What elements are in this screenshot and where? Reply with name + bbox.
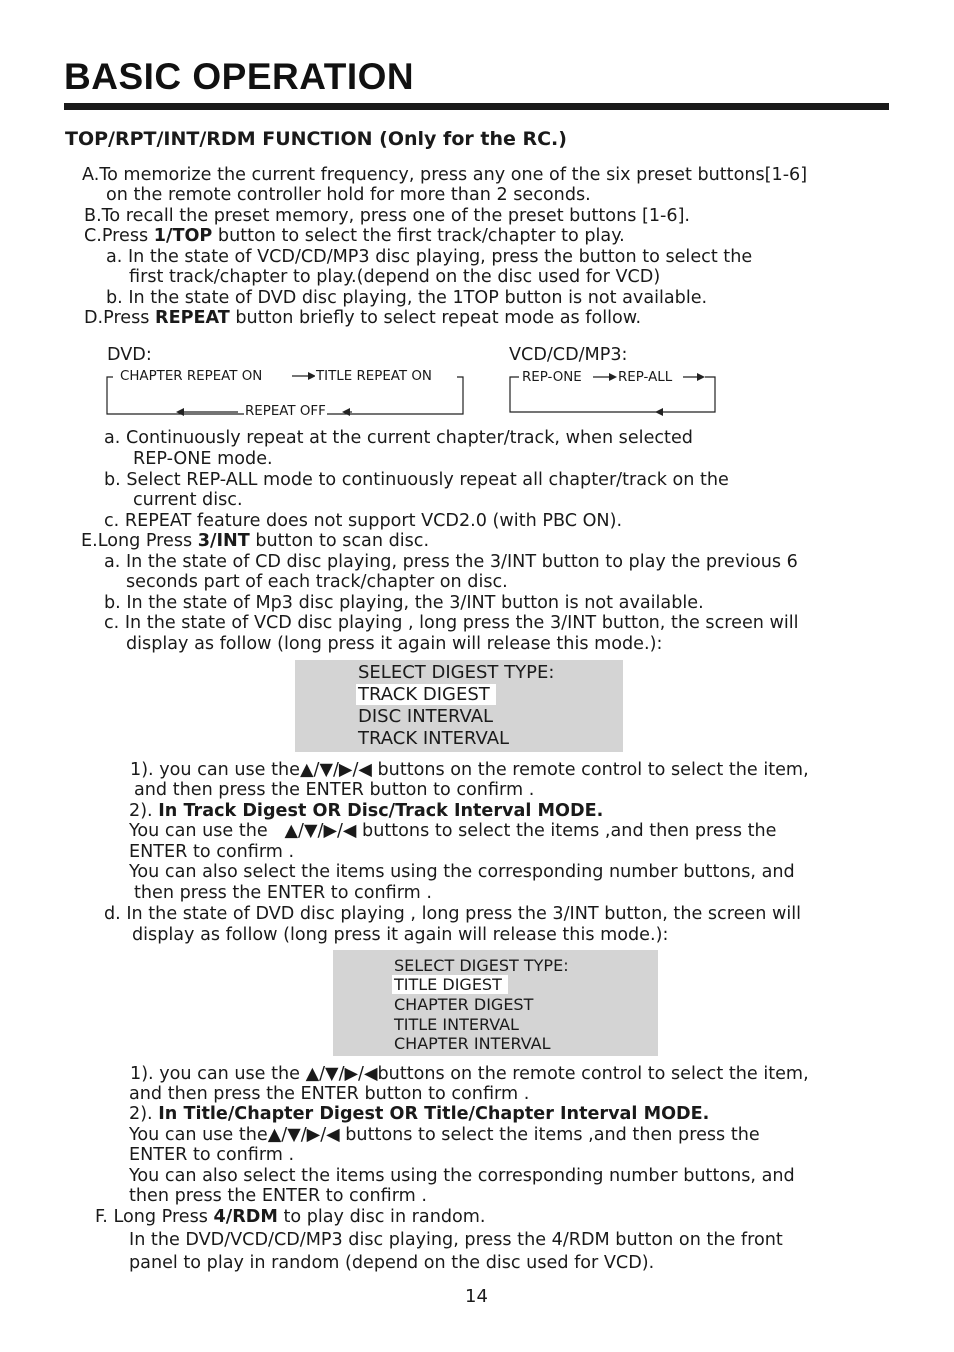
text-line-ec2: display as follow (long press it again will release this mode.):: [126, 634, 663, 654]
menu-item-selected: TITLE DIGEST: [392, 975, 508, 995]
text-line-a2: on the remote controller hold for more than 2 seconds.: [106, 185, 591, 205]
left-arrow-icon: ◀: [358, 760, 372, 780]
menu-item: CHAPTER DIGEST: [394, 995, 534, 1014]
right-arrow-icon: ▶: [323, 821, 337, 841]
text-line-ed1: d. In the state of DVD disc playing , long press the 3/INT button, the screen will: [104, 904, 802, 924]
text-line-c-1b: and then press the ENTER button to confirm .: [134, 780, 535, 800]
text-line-ca1: a. In the state of VCD/CD/MP3 disc playing, press the button to select the: [106, 247, 753, 267]
text-line-ec1: c. In the state of VCD disc playing , long press the 3/INT button, the screen will: [104, 613, 799, 633]
menu-item: CHAPTER INTERVAL: [394, 1034, 551, 1053]
dvd-state-chapter-repeat-on: CHAPTER REPEAT ON: [120, 369, 263, 384]
left-arrow-icon: ◀: [342, 821, 357, 841]
text-line-f3: panel to play in random (depend on the disc used for VCD).: [129, 1253, 655, 1273]
text-line-eb1: b. In the state of Mp3 disc playing, the 3/INT button is not available.: [104, 593, 704, 613]
page-title: BASIC OPERATION: [64, 56, 415, 97]
text-line-ea1: a. In the state of CD disc playing, press the 3/INT button to play the previous 6: [104, 552, 798, 572]
text-line-c-3: You can use the ▲/▼/▶/◀ buttons to select the items ,and then press the: [129, 821, 777, 841]
right-arrow-icon: ▶: [306, 1125, 321, 1145]
text-line-ed2: display as follow (long press it again will release this mode.):: [132, 925, 669, 945]
text-line-f1: F. Long Press 4/RDM to play disc in random.: [95, 1207, 486, 1227]
text-line-db1: b. Select REP-ALL mode to continuously repeat all chapter/track on the: [104, 470, 729, 490]
vcd-state-rep-all: REP-ALL: [618, 370, 673, 385]
vcd-state-rep-one: REP-ONE: [522, 370, 582, 385]
text-line-d-2: 2). In Title/Chapter Digest OR Title/Chapter Interval MODE.: [129, 1104, 710, 1124]
text-line-ea2: seconds part of each track/chapter on disc.: [126, 572, 508, 592]
menu-item: TRACK INTERVAL: [358, 728, 510, 749]
dvd-state-title-repeat-on: TITLE REPEAT ON: [316, 369, 432, 384]
text-line-c-4: You can also select the items using the corresponding number buttons, and: [129, 862, 795, 882]
text-line-f2: In the DVD/VCD/CD/MP3 disc playing, press the 4/RDM button on the front: [129, 1230, 783, 1250]
dvd-digest-menu: [333, 950, 658, 1056]
text-line-b1: B.To recall the preset memory, press one of the preset buttons [1-6].: [84, 206, 691, 226]
text-line-d-1: 1). you can use the ▲/▼/▶/◀buttons on the remote control to select the item,: [130, 1064, 809, 1084]
menu-item: TITLE INTERVAL: [394, 1015, 519, 1034]
text-line-da1: a. Continuously repeat at the current chapter/track, when selected: [104, 428, 693, 448]
right-arrow-icon: ▶: [344, 1064, 359, 1084]
title-rule: [64, 103, 889, 110]
text-line-a1: A.To memorize the current frequency, press any one of the six preset buttons[1-6]: [82, 165, 808, 185]
text-line-d-1b: and then press the ENTER button to confirm .: [129, 1084, 530, 1104]
right-arrow-icon: ▶: [338, 760, 353, 780]
down-arrow-icon: ▼: [303, 821, 318, 841]
text-line-cb1: b. In the state of DVD disc playing, the 1TOP button is not available.: [106, 288, 708, 308]
text-line-d-3b: ENTER to confirm .: [129, 1145, 295, 1165]
up-arrow-icon: ▲: [305, 1064, 320, 1084]
menu-item-selected: TRACK DIGEST: [356, 684, 496, 706]
text-line-ca2: first track/chapter to play.(depend on the disc used for VCD): [129, 267, 661, 287]
text-line-da2: REP-ONE mode.: [133, 449, 273, 469]
text-line-c1: C.Press 1/TOP button to select the first track/chapter to play.: [84, 226, 625, 246]
down-arrow-icon: ▼: [287, 1125, 301, 1145]
text-line-c-4b: then press the ENTER to confirm .: [134, 883, 432, 903]
up-arrow-icon: ▲: [284, 821, 299, 841]
text-line-d1: D.Press REPEAT button briefly to select repeat mode as follow.: [84, 308, 642, 328]
text-line-e1: E.Long Press 3/INT button to scan disc.: [81, 531, 430, 551]
dvd-state-repeat-off: REPEAT OFF: [245, 404, 326, 419]
text-line-dc1: c. REPEAT feature does not support VCD2.0 (with PBC ON).: [104, 511, 623, 531]
vcd-digest-menu: [295, 660, 623, 752]
down-arrow-icon: ▼: [325, 1064, 339, 1084]
section-heading: TOP/RPT/INT/RDM FUNCTION (Only for the RC.): [65, 128, 567, 150]
dvd-diagram-label: DVD:: [107, 345, 152, 365]
up-arrow-icon: ▲: [299, 760, 314, 780]
left-arrow-icon: ◀: [363, 1064, 378, 1084]
vcd-diagram-label: VCD/CD/MP3:: [509, 345, 628, 365]
up-arrow-icon: ▲: [267, 1125, 282, 1145]
text-line-c-3b: ENTER to confirm .: [129, 842, 295, 862]
text-line-d-3: You can use the▲/▼/▶/◀ buttons to select the items ,and then press the: [129, 1125, 760, 1145]
text-line-c-2: 2). In Track Digest OR Disc/Track Interval MODE.: [129, 801, 604, 821]
down-arrow-icon: ▼: [319, 760, 333, 780]
menu-item: DISC INTERVAL: [358, 706, 494, 727]
page-number: 14: [465, 1286, 488, 1307]
text-line-db2: current disc.: [133, 490, 243, 510]
menu-header: SELECT DIGEST TYPE:: [394, 956, 569, 975]
menu-header: SELECT DIGEST TYPE:: [358, 662, 555, 683]
text-line-d-4: You can also select the items using the corresponding number buttons, and: [129, 1166, 795, 1186]
text-line-d-4b: then press the ENTER to confirm .: [129, 1186, 427, 1206]
left-arrow-icon: ◀: [326, 1125, 340, 1145]
text-line-c-1: 1). you can use the▲/▼/▶/◀ buttons on the remote control to select the item,: [130, 760, 809, 780]
